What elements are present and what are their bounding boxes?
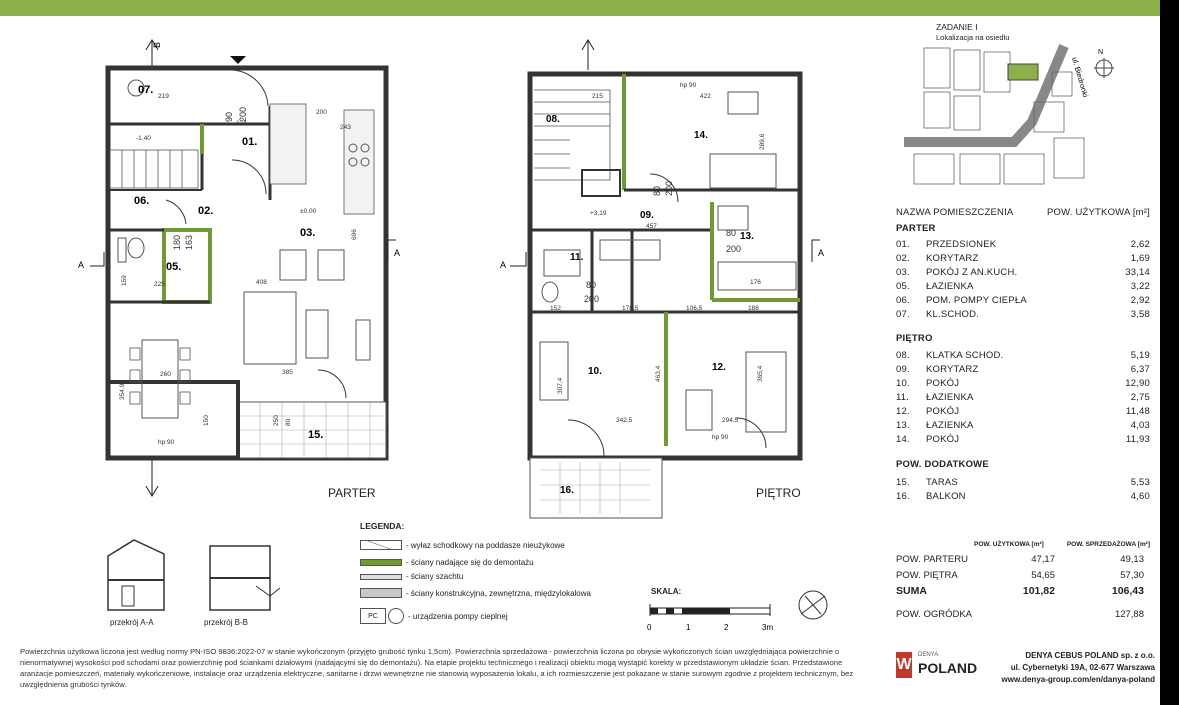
svg-text:90: 90 [224,111,234,122]
entrance-marker-icon [230,56,246,64]
section-marker-a-left: A [78,260,85,270]
room-label-12: 12. [712,362,726,373]
legend-item-structural: - ściany konstrukcyjna, zewnętrzna, międzylokalowa [360,588,591,598]
room-area-table [896,207,1150,517]
staircase [110,150,198,188]
site-subtitle: Lokalizacja na osiedlu [936,33,1010,42]
svg-text:80: 80 [285,418,292,426]
table-row: 03. POKÓJ Z AN.KUCH. 33,14 [896,267,1150,278]
svg-text:hp 90: hp 90 [158,439,175,446]
svg-text:354,9: 354,9 [119,383,126,400]
svg-text:hp 90: hp 90 [680,82,697,89]
green-wall-swatch [360,559,402,566]
room-label-01: 01. [242,136,258,148]
svg-text:106,5: 106,5 [686,305,703,312]
table-row: 10. POKÓJ 12,90 [896,378,1150,389]
svg-text:200: 200 [584,294,600,304]
svg-text:80: 80 [652,185,662,196]
room-label-15: 15. [308,429,324,441]
svg-text:150: 150 [203,415,210,426]
hatch-swatch [360,540,402,550]
table-row: 14. POKÓJ 11,93 [896,434,1150,445]
structural-swatch [360,588,402,598]
section-bb-label: przekrój B-B [204,618,249,627]
section-aa-label: przekrój A-A [110,618,154,627]
room-label-10: 10. [588,366,602,377]
svg-text:463,4: 463,4 [655,365,662,382]
svg-text:200: 200 [316,109,327,116]
svg-text:215: 215 [592,93,603,100]
svg-text:hp 90: hp 90 [712,434,729,441]
staircase [534,90,610,180]
svg-text:178,5: 178,5 [622,305,639,312]
svg-text:159: 159 [121,275,128,286]
svg-text:0: 0 [647,623,652,632]
sofa [244,292,296,364]
room-label-03: 03. [300,227,316,239]
pc-box: PC [360,608,386,624]
site-highlight [1008,64,1038,80]
room-label-14: 14. [694,130,708,141]
svg-text:176: 176 [750,279,761,286]
table-row: 02. KORYTARZ 1,69 [896,253,1150,264]
svg-text:3m: 3m [762,623,774,632]
room-label-09: 09. [640,210,654,221]
svg-text:365,4: 365,4 [757,365,764,382]
table-row: 15. TARAS 5,53 [896,477,1150,488]
company-name: DENYA CEBUS POLAND sp. z o.o. [1025,651,1155,660]
legend-title: LEGENDA: [360,521,405,531]
svg-text:1: 1 [686,623,691,632]
site-title: ZADANIE I [936,22,978,32]
north-compass-icon [796,588,830,622]
scale-bar [640,602,780,636]
svg-text:200: 200 [664,180,674,196]
ground-floor-plan [60,30,400,500]
svg-text:+3,19: +3,19 [590,210,607,217]
room-label-06: 07. [138,84,154,96]
svg-text:B: B [152,41,162,48]
svg-text:80: 80 [726,228,737,238]
floor-label-ground: PARTER [328,486,376,500]
site-map [904,42,1114,190]
table-row: 11. ŁAZIENKA 2,75 [896,392,1150,403]
area-summary: POW. UŻYTKOWA [m²] POW. SPRZEDAŻOWA [m²] POW. PARTERU 47,17 49,13 POW. PIĘTRA 54,65 57,30 SUMA 101,82 106,43 POW. OGRÓDKA 127,88 [896,541,1150,620]
footer-note: Powierzchnia użytkowa liczona jest według normy PN-ISO 9836:2022-07 w stanie wykończonym (przyjęto grubość tynku 1,5cm). Powierzchnia sprzedażowa - powierzchnia liczona po obrysie wykończonych ścian uwzględniająca powierzchnie o nienormatywnej wysokości pod schodami oraz powierzchnię pod ściankami działowymi (nadającymi się do demontażu). Na etapie projektu technicznego i realizacji obiektu mogą wystąpić korekty w przedstawionym układzie ścian. Przedstawione aranżacje pomieszczeń, materiały wykończeniowe, instalacje oraz urządzenia elektryczne, sanitarne i drzwi wewnętrzne nie stanowią wyposażenia lokalu, a ich rozmieszczenie jest pokazane w stanie surowym zgodnie z projektem technicznym, bez uwzględnienia grubości tynków. [20,647,854,689]
svg-text:N: N [1098,49,1104,56]
heatpump-circle-icon [388,608,404,624]
svg-text:250: 250 [273,415,280,426]
bed [710,154,776,188]
room-label-07: 06. [134,195,150,207]
svg-text:294,5: 294,5 [722,417,739,424]
table-row: 05. ŁAZIENKA 3,22 [896,281,1150,292]
floor-label-upper: PIĘTRO [756,486,801,500]
svg-text:2: 2 [724,623,729,632]
legend-item-green-wall: - ściany nadające się do demontażu [360,558,534,567]
room-label-08: 08. [546,114,560,125]
table-row: 09. KORYTARZ 6,37 [896,364,1150,375]
shaft-swatch [360,574,402,580]
svg-text:200: 200 [726,244,742,254]
svg-text:±0,00: ±0,00 [300,208,317,215]
table-row: 12. POKÓJ 11,48 [896,406,1150,417]
svg-text:80: 80 [586,280,597,290]
table-row: 07. KL.SCHOD. 3,58 [896,309,1150,320]
table-row: 06. POM. POMPY CIEPŁA 2,92 [896,295,1150,306]
section-marker-a-right: A [818,248,825,258]
svg-text:219: 219 [158,93,169,100]
svg-text:188: 188 [748,305,759,312]
company-website: www.denya-group.com/en/danya-poland [1001,675,1155,684]
legend-item-shaft: - ściany szachtu [360,572,463,581]
svg-text:163: 163 [184,234,194,250]
svg-text:408: 408 [256,279,267,286]
table-row: 08. KLATKA SCHOD. 5,19 [896,350,1150,361]
kitchen-counter [270,104,306,184]
svg-text:457: 457 [646,223,657,230]
svg-text:ul. Biedronki: ul. Biedronki [1070,56,1091,99]
svg-text:342,5: 342,5 [616,417,633,424]
legend-item-hatch: - wyłaz schodkowy na poddasze nieużykowe [360,540,565,550]
section-title-dodatkowe: POW. DODATKOWE [896,459,989,470]
svg-text:422: 422 [700,93,711,100]
table-row: 16. BALKON 4,60 [896,491,1150,502]
svg-text:385: 385 [282,369,293,376]
room-label-16: 16. [560,485,574,496]
scale-title: SKALA: [651,587,682,596]
room-label-02: 02. [198,205,214,217]
table-header-name: NAZWA POMIESZCZENIA [896,207,1014,218]
section-aa-drawing [104,536,174,614]
svg-text:260: 260 [160,371,171,378]
legend-item-heatpump: PC - urządzenia pompy cieplnej [360,608,508,624]
svg-text:307,4: 307,4 [557,377,564,394]
logo-big-text: POLAND [918,660,978,676]
table-header-area: POW. UŻYTKOWA [m²] [1047,207,1150,218]
table-row: 01. PRZEDSIONEK 2,62 [896,239,1150,250]
svg-text:225: 225 [154,281,165,288]
svg-text:180: 180 [172,234,182,250]
company-address: ul. Cybernetyki 19A, 02-677 Warszawa [1010,663,1155,672]
svg-text:152: 152 [550,305,561,312]
room-label-13: 13. [740,231,754,242]
section-bb-drawing [204,536,284,614]
logo-mark-icon: W [896,652,912,678]
header-accent-bar [0,0,1160,16]
section-marker-b-top [582,40,594,70]
logo-small-text: DENYA [918,652,939,658]
svg-text:-1.40: -1.40 [136,135,151,142]
section-title-parter: PARTER [896,223,936,234]
section-marker-a-left: A [500,260,507,270]
svg-text:171: 171 [236,120,247,127]
dining-table [142,340,178,418]
table-row: 13. ŁAZIENKA 4,03 [896,420,1150,431]
room-label-11: 11. [570,252,584,263]
svg-text:243: 243 [340,124,351,131]
right-frame [1160,0,1179,705]
upper-floor-plan [500,30,840,530]
section-marker-a-right: A [394,248,400,258]
svg-text:696: 696 [351,229,358,240]
section-marker-b-bottom [146,460,158,496]
room-label-05: 05. [166,261,182,273]
svg-text:200: 200 [238,106,248,122]
section-title-pietro: PIĘTRO [896,333,933,344]
svg-text:289,6: 289,6 [759,133,766,150]
